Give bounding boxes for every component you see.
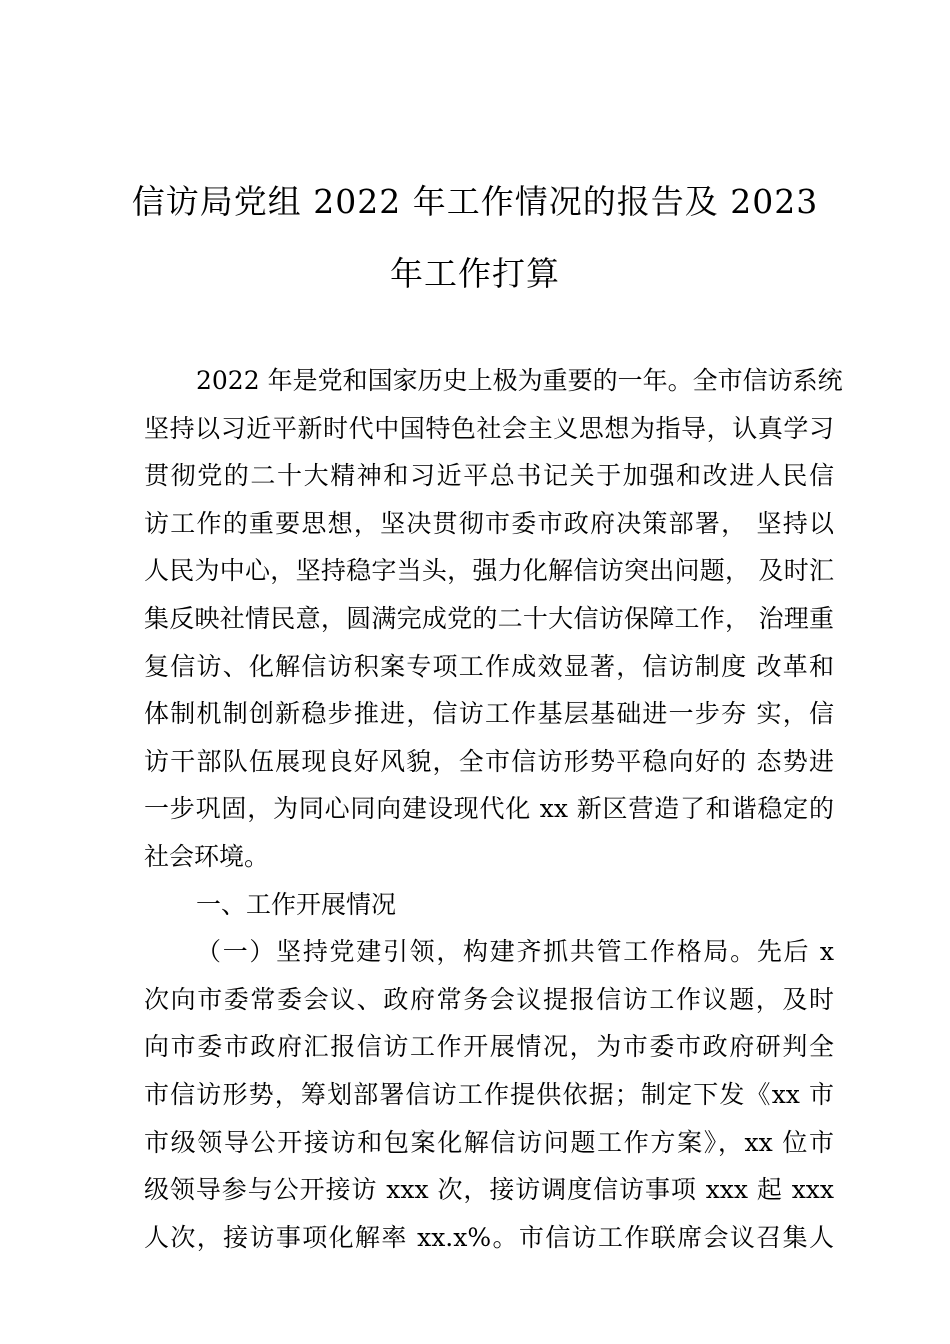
text-line: 级领导参与公开接访 xxx 次，接访调度信访事项 xxx 起 xxx [144,1175,834,1205]
text-line: 市级领导公开接访和包案化解信访问题工作方案》，xx 位市 [144,1127,834,1157]
paragraph-intro [144,357,843,881]
text-line: 坚持以习近平新时代中国特色社会主义思想为指导，认真学习 [144,413,834,443]
section-heading [144,881,834,929]
text-line: 向市委市政府汇报信访工作开展情况，为市委市政府研判全 [144,1032,834,1062]
document-title-line-1: 信访局党组 2022 年工作情况的报告及 2023 [131,182,819,221]
text-line: 2022 年是党和国家历史上极为重要的一年。全市信访系统 [196,366,843,395]
text-line: 社会环境。 [144,841,270,871]
paragraph-section-1 [144,928,834,1261]
text-line: 访工作的重要思想，坚决贯彻市委市政府决策部署， 坚持以 [144,508,834,538]
document-body [144,357,843,1261]
heading-text: 一、工作开展情况 [196,889,397,919]
document-title-line-2: 年工作打算 [390,254,560,293]
text-line: 市信访形势，筹划部署信访工作提供依据；制定下发《xx 市 [144,1079,834,1109]
text-line: 贯彻党的二十大精神和习近平总书记关于加强和改进人民信 [144,461,834,491]
text-line: 复信访、化解信访积案专项工作成效显著，信访制度 改革和 [144,651,834,681]
text-line: 集反映社情民意，圆满完成党的二十大信访保障工作， 治理重 [144,603,834,633]
text-line: （一）坚持党建引领，构建齐抓共管工作格局。先后 x [196,937,834,967]
text-line: 人民为中心，坚持稳字当头，强力化解信访突出问题， 及时汇 [144,556,834,586]
text-line: 访干部队伍展现良好风貌，全市信访形势平稳向好的 态势进 [144,746,834,776]
text-line: 一步巩固，为同心同向建设现代化 xx 新区营造了和谐稳定的 [144,794,834,824]
text-line: 体制机制创新稳步推进，信访工作基层基础进一步夯 实，信 [144,699,834,729]
text-line: 次向市委常委会议、政府常务会议提报信访工作议题，及时 [144,984,834,1014]
text-line: 人次，接访事项化解率 xx.x%。市信访工作联席会议召集人 [144,1222,834,1252]
